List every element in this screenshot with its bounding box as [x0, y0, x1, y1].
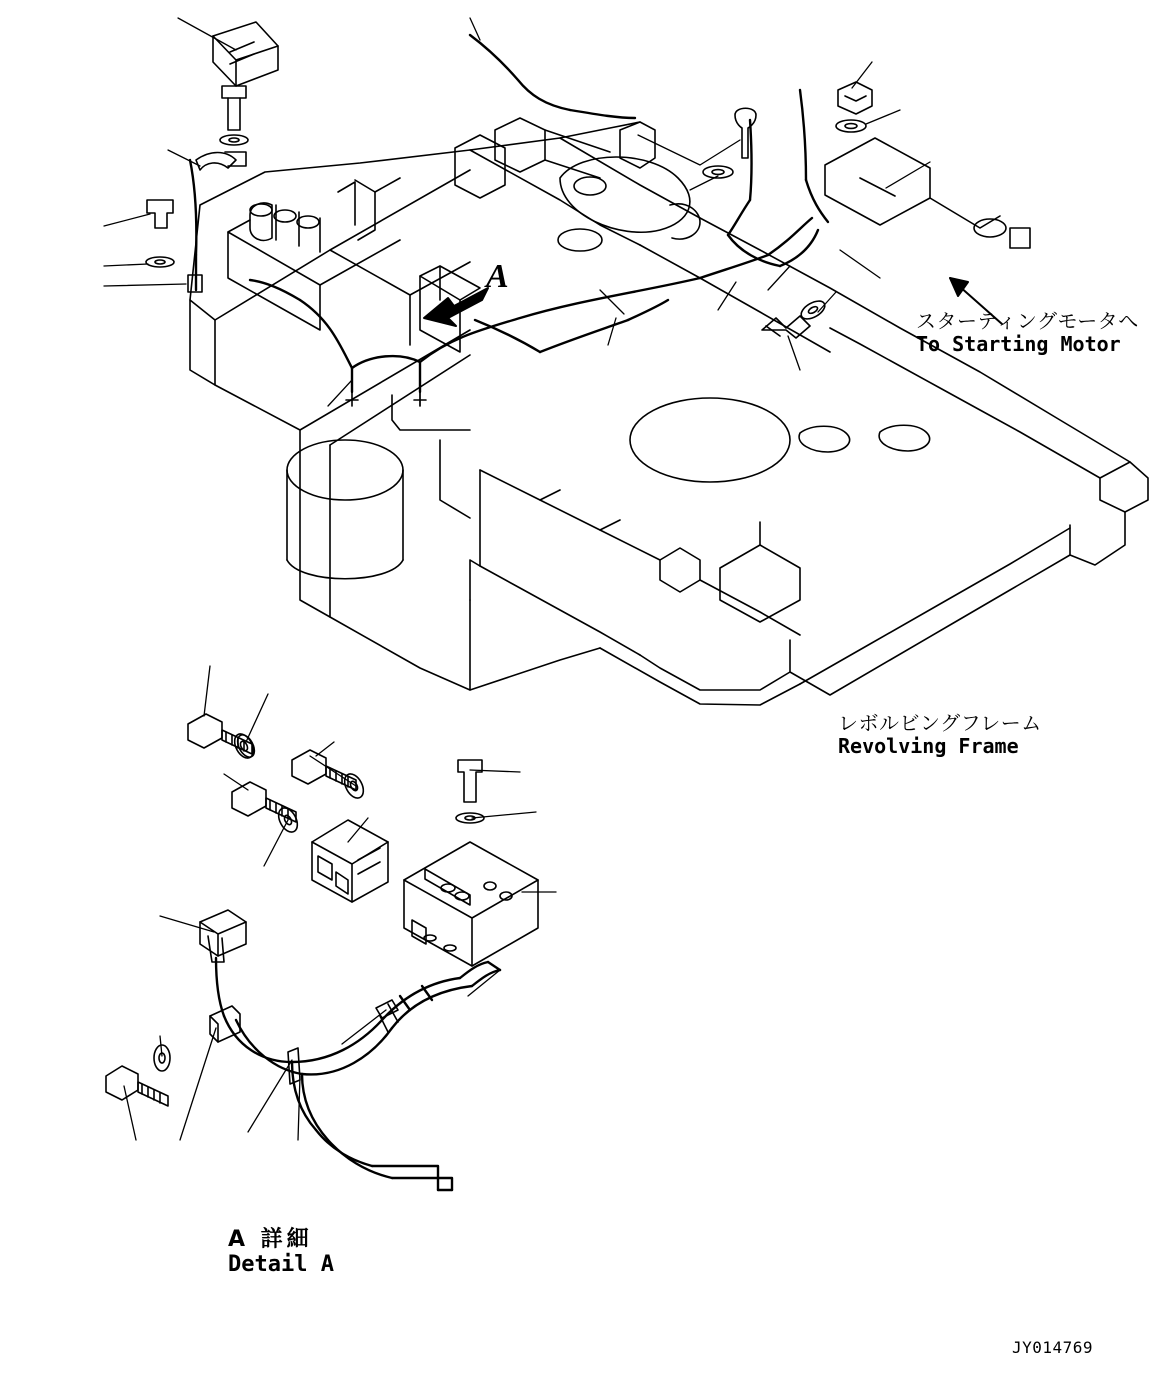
detail-a-label-en: Detail A: [228, 1252, 334, 1277]
revolving-frame-label-jp: レボルビングフレーム: [838, 711, 1042, 735]
connector-top-left: [213, 22, 278, 86]
drawing-part-number: JY014769: [1012, 1338, 1094, 1357]
leader-lines-upper: [104, 18, 930, 406]
starting-motor-label-en: To Starting Motor: [916, 332, 1121, 356]
fasteners-upper: [146, 82, 872, 406]
detail-a-harness: [216, 958, 500, 1190]
callout-letter-a: A: [486, 258, 509, 295]
wiring-harness-upper: [190, 35, 828, 392]
starting-motor-label-jp: スターティングモータへ: [916, 309, 1139, 333]
detail-a-label-jp: A 詳細: [228, 1227, 313, 1252]
revolving-frame-outline: [190, 118, 1148, 705]
detail-a-assembly: [312, 820, 538, 966]
detail-a-connector: [200, 910, 398, 1084]
detail-a-fasteners: [106, 714, 484, 1106]
revolving-frame-label-en: Revolving Frame: [838, 734, 1019, 758]
